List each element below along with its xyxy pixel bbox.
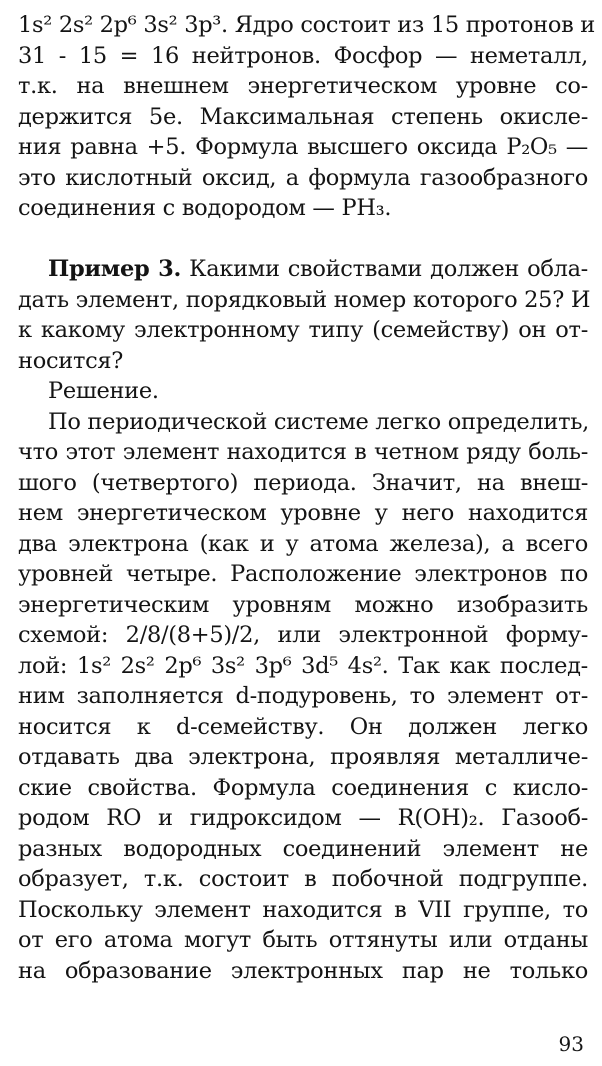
text-line: 1s² 2s² 2p⁶ 3s² 3p³. Ядро состоит из 15 протонов и (18, 12, 595, 38)
text-line: носится? (18, 347, 124, 374)
text-line: от его атома могут быть оттянуты или отданы (18, 927, 588, 953)
paragraph-gap (18, 224, 588, 255)
text-line: два электрона (как и у атома железа), а всего (18, 530, 588, 557)
example-heading-line (18, 254, 588, 285)
text-line: ния равна +5. Формула высшего оксида P₂O₅ — (18, 134, 588, 160)
text-line: соединения с водородом — PH₃. (18, 195, 392, 221)
text-line: схемой: 2/8/(8+5)/2, или электронной форму- (18, 622, 588, 648)
text-line: держится 5е. Максимальная степень окисле- (18, 103, 588, 130)
example-question-text: Какими свойствами должен обла- (181, 256, 588, 282)
text-line: ним заполняется d-подуровень, то элемент от- (18, 683, 588, 709)
text-line: к какому электронному типу (семейству) он от- (18, 317, 588, 343)
text-line: образует, т.к. состоит в побочной подгруппе. (18, 866, 588, 892)
text-line: шого (четвертого) периода. Значит, на внеш- (18, 469, 588, 496)
text-line: уровней четыре. Расположение электронов по (18, 561, 588, 587)
page-number: 93 (558, 1032, 584, 1056)
text-line: отдавать два электрона, проявляя металличе- (18, 744, 588, 770)
text-line: что этот элемент находится в четном ряду боль- (18, 439, 588, 465)
text-line: родом RO и гидроксидом — R(OH)₂. Газооб- (18, 805, 588, 831)
text-line: энергетическим уровням можно изобразить (18, 591, 588, 618)
text-line: Поскольку элемент находится в VII группе, то (18, 896, 588, 923)
text-line: дать элемент, порядковый номер которого 25? И (18, 286, 591, 313)
text-line: носится к d-семейству. Он должен легко (18, 713, 588, 740)
text-line: лой: 1s² 2s² 2p⁶ 3s² 3p⁶ 3d⁵ 4s². Так как послед- (18, 652, 588, 679)
text-line: на образование электронных пар не только (18, 957, 588, 984)
text-line: т.к. на внешнем энергетическом уровне со- (18, 73, 588, 99)
text-line: 31 - 15 = 16 нейтронов. Фосфор — неметалл, (18, 42, 588, 69)
text-line: это кислотный оксид, а формула газообразного (18, 164, 588, 191)
text-line: По периодической системе легко определить, (48, 408, 590, 435)
page-text (18, 10, 595, 986)
example-label: Пример 3. (48, 256, 182, 282)
text-line: разных водородных соединений элемент не (18, 835, 588, 862)
solution-label: Решение. (48, 378, 159, 404)
text-line: ские свойства. Формула соединения с кисло- (18, 774, 588, 801)
text-line: нем энергетическом уровне у него находится (18, 500, 588, 526)
